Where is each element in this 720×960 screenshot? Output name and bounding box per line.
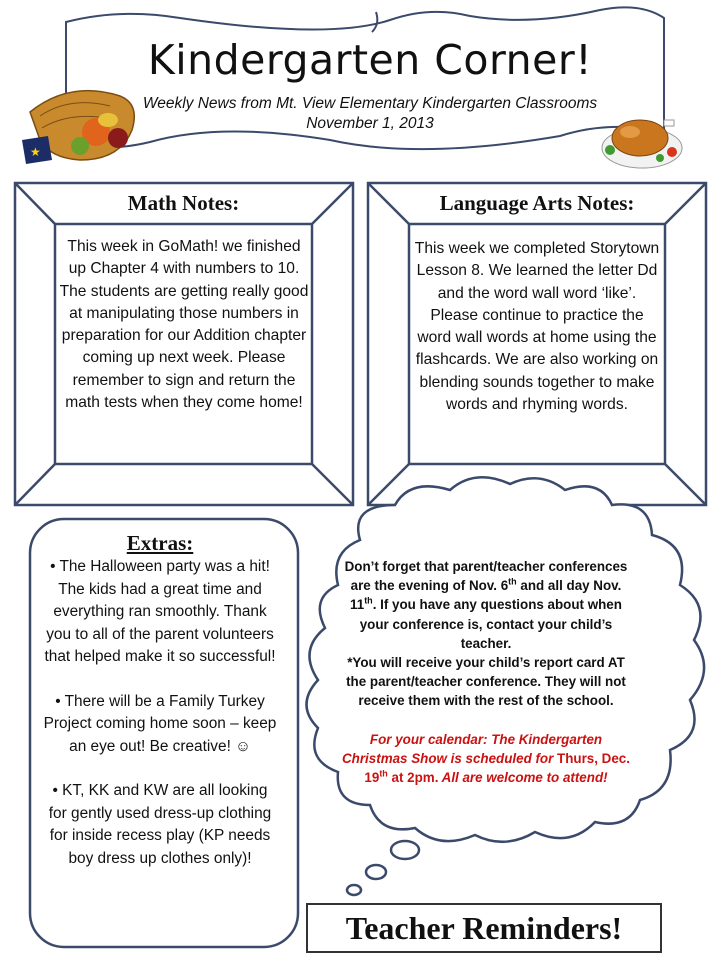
report-card-note: *You will receive your child’s report card AT the parent/teacher conference. They will not receive them with the rest of the school.	[346, 655, 626, 709]
extras-item: • The Halloween party was a hit! The kids had a great time and everything ran smoothly. Thank you to all of the parent volunteers that helped make it so successful!	[44, 558, 276, 665]
language-arts-heading: Language Arts Notes:	[439, 191, 635, 215]
subtitle: Weekly News from Mt. View Elementary Kindergarten Classrooms	[142, 95, 598, 112]
extras-item: • There will be a Family Turkey Project coming home soon – keep an eye out! Be creative! ☺	[43, 692, 277, 755]
extras-heading: Extras:	[126, 531, 194, 555]
conference-note: Don’t forget that parent/teacher conferences are the evening of Nov. 6th and all day Nov. 11th. If you have any questions about when your conference is, contact your child’s teacher.	[344, 559, 628, 651]
extras-item: • KT, KK and KW are all looking for gently used dress-up clothing for inside recess play (KP needs boy dress up clothes only)!	[48, 782, 272, 867]
svg-text:★: ★	[30, 145, 41, 159]
extras-list	[42, 556, 278, 892]
language-arts-body: This week we completed Storytown Lesson 8. We learned the letter Dd and the word wall word ‘like’. Please continue to practice the word wall words at home using the flashcards. We are also working on blending sounds together to make words and rhyming words.	[414, 240, 660, 414]
page-title: Kindergarten Corner!	[147, 36, 593, 84]
math-heading: Math Notes:	[127, 191, 240, 215]
reminder-text	[338, 557, 634, 787]
math-body: This week in GoMath! we finished up Chapter 4 with numbers to 10. The students are getting really good at manipulating those numbers in preparation for our Addition chapter coming up next week. Please remember to sign and return the math tests when they come home!	[59, 238, 309, 412]
teacher-reminders-banner: Teacher Reminders!	[306, 903, 662, 953]
subtitle-block	[70, 94, 670, 134]
issue-date: November 1, 2013	[306, 115, 434, 132]
calendar-note: For your calendar: The Kindergarten Christmas Show is scheduled for Thurs, Dec. 19th at 2pm. All are welcome to attend!	[342, 731, 630, 786]
